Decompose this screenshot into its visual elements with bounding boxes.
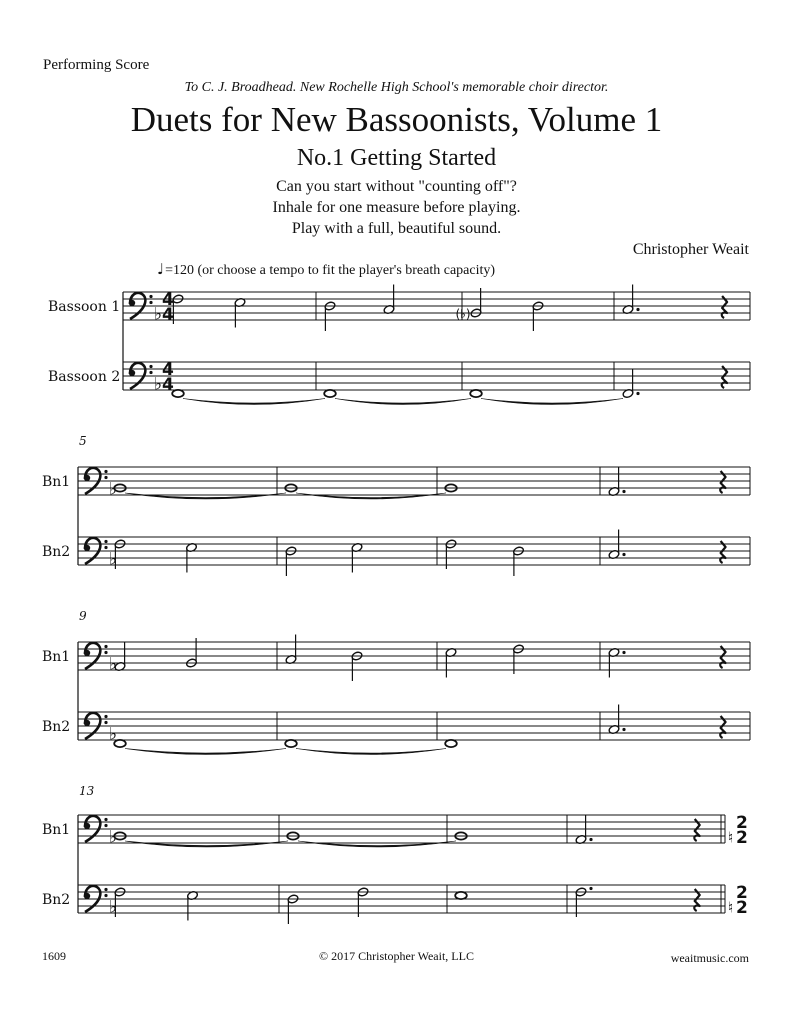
bass-clef-dot xyxy=(104,546,107,549)
final-time-signature-numerator: 2 xyxy=(736,883,748,903)
bass-clef-dot xyxy=(149,365,152,368)
bass-clef-dot xyxy=(104,476,107,479)
time-signature-numerator: 4 xyxy=(162,360,174,380)
part-label: Bn2 xyxy=(42,719,71,735)
bass-clef-dot xyxy=(104,645,107,648)
bass-clef-dot xyxy=(104,715,107,718)
final-time-signature-denominator: 2 xyxy=(736,828,748,848)
key-flat-icon: ♭ xyxy=(109,897,118,918)
dedication: To C. J. Broadhead. New Rochelle High School's memorable choir director. xyxy=(184,80,609,95)
bass-clef-dot xyxy=(149,371,152,374)
bass-clef-head xyxy=(129,300,135,306)
piece-subtitle: No.1 Getting Started xyxy=(296,145,497,171)
cautionary-flat-icon: (♭) xyxy=(455,307,471,321)
bass-clef-head xyxy=(84,650,90,656)
bass-clef-head xyxy=(84,720,90,726)
time-signature-denominator: 4 xyxy=(162,375,174,395)
part-label: Bassoon 2 xyxy=(48,369,121,385)
natural-icon: ♮ xyxy=(728,828,734,847)
tie xyxy=(125,749,286,755)
bass-clef-head xyxy=(84,893,90,899)
whole-note-head xyxy=(324,390,336,397)
bass-clef-dot xyxy=(149,301,152,304)
composer-name: Christopher Weait xyxy=(632,241,749,258)
whole-note-head xyxy=(285,740,297,747)
whole-note-head xyxy=(455,892,467,899)
bass-clef-head xyxy=(84,545,90,551)
key-flat-icon: ♭ xyxy=(109,724,118,745)
page-number: 1609 xyxy=(42,949,66,963)
augmentation-dot xyxy=(622,490,625,493)
copyright: © 2017 Christopher Weait, LLC xyxy=(319,949,474,963)
quarter-note-icon: ♩ xyxy=(157,260,165,278)
part-label: Bn1 xyxy=(42,474,71,490)
tie xyxy=(335,399,471,405)
bass-clef-dot xyxy=(104,540,107,543)
page-title: Duets for New Bassoonists, Volume 1 xyxy=(130,100,663,139)
key-flat-icon: ♭ xyxy=(109,549,118,570)
key-flat-icon: ♭ xyxy=(154,374,163,395)
final-time-signature-denominator: 2 xyxy=(736,898,748,918)
whole-note-head xyxy=(445,740,457,747)
part-label: Bassoon 1 xyxy=(48,299,121,315)
bass-clef-dot xyxy=(104,818,107,821)
tie xyxy=(296,749,446,755)
tie xyxy=(125,841,288,847)
measure-number: 5 xyxy=(79,434,87,448)
website: weaitmusic.com xyxy=(670,951,749,965)
part-label: Bn2 xyxy=(42,892,71,908)
augmentation-dot xyxy=(622,728,625,731)
whole-note-head xyxy=(172,390,184,397)
key-flat-icon: ♭ xyxy=(109,827,118,848)
measure-number: 13 xyxy=(79,784,95,798)
part-label: Bn2 xyxy=(42,544,71,560)
key-flat-icon: ♭ xyxy=(154,304,163,325)
whole-note-head xyxy=(470,390,482,397)
tie xyxy=(183,399,325,405)
bass-clef-dot xyxy=(104,894,107,897)
bass-clef-dot xyxy=(104,824,107,827)
augmentation-dot xyxy=(622,553,625,556)
tie xyxy=(125,493,286,499)
bass-clef-head xyxy=(129,370,135,376)
tie xyxy=(481,399,623,405)
part-label: Bn1 xyxy=(42,822,71,838)
augmentation-dot xyxy=(636,308,639,311)
augmentation-dot xyxy=(622,651,625,654)
bass-clef-dot xyxy=(104,888,107,891)
natural-icon: ♮ xyxy=(728,898,734,917)
key-flat-icon: ♭ xyxy=(109,654,118,675)
tie xyxy=(298,841,456,847)
instruction-line: Play with a full, beautiful sound. xyxy=(291,220,502,237)
key-flat-icon: ♭ xyxy=(109,479,118,500)
instruction-line: Inhale for one measure before playing. xyxy=(272,199,521,216)
instruction-line: Can you start without "counting off"? xyxy=(276,178,517,195)
bass-clef-dot xyxy=(149,295,152,298)
measure-number: 9 xyxy=(79,609,87,623)
part-label: Bn1 xyxy=(42,649,71,665)
bass-clef-head xyxy=(84,823,90,829)
augmentation-dot xyxy=(589,887,592,890)
augmentation-dot xyxy=(589,838,592,841)
time-signature-numerator: 4 xyxy=(162,290,174,310)
bass-clef-dot xyxy=(104,651,107,654)
edition-label: Performing Score xyxy=(43,57,150,73)
final-time-signature-numerator: 2 xyxy=(736,813,748,833)
bass-clef-head xyxy=(84,475,90,481)
time-signature-denominator: 4 xyxy=(162,305,174,325)
augmentation-dot xyxy=(636,392,639,395)
bass-clef-dot xyxy=(104,721,107,724)
tie xyxy=(296,493,446,499)
bass-clef-dot xyxy=(104,470,107,473)
tempo-text: =120 (or choose a tempo to fit the player's breath capacity) xyxy=(165,263,496,278)
